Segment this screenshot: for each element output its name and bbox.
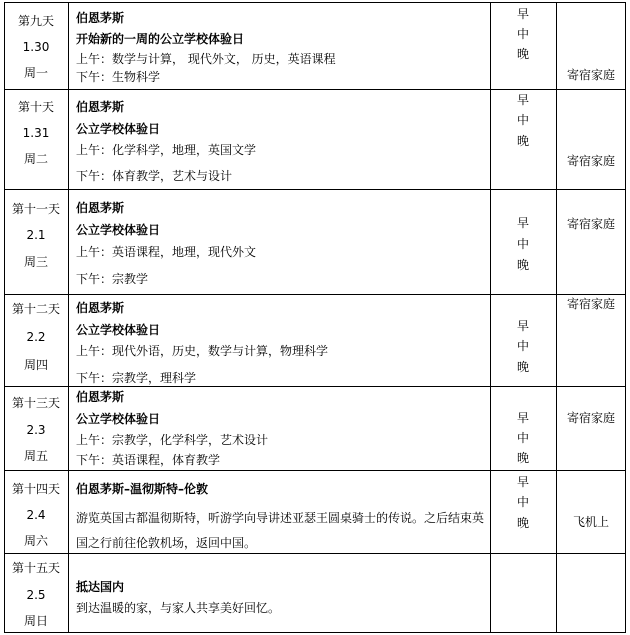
plan-cell — [68, 553, 490, 632]
plan-cell — [68, 294, 490, 386]
plan-cell — [68, 386, 490, 470]
plan-morning: 上午：化学科学，地理，英国文学 — [76, 143, 257, 157]
stay-cell — [556, 386, 626, 470]
plan-afternoon: 下午：英语课程，体育教学 — [76, 453, 221, 467]
date-label: 2.4 — [26, 508, 46, 522]
plan-title: 伯恩茅斯 — [76, 100, 125, 114]
meal-lunch: 中 — [516, 237, 529, 251]
day-cell — [4, 2, 68, 89]
day-label: 第十天 — [17, 100, 54, 114]
meals-cell — [490, 89, 556, 189]
weekday-label: 周三 — [23, 255, 48, 269]
meal-dinner: 晚 — [516, 360, 529, 374]
day-cell — [4, 386, 68, 470]
meal-breakfast: 早 — [516, 7, 529, 21]
plan-description: 游览英国古都温彻斯特，听游学向导讲述亚瑟王圆桌骑士的传说。之后结束英 — [76, 511, 485, 525]
meals-cell — [490, 2, 556, 89]
date-label: 2.3 — [26, 423, 46, 437]
meal-breakfast: 早 — [516, 93, 529, 107]
plan-afternoon: 下午：生物科学 — [76, 70, 161, 84]
meal-lunch: 中 — [516, 27, 529, 41]
itinerary-row — [0, 89, 630, 189]
plan-description: 到达温暖的家，与家人共享美好回忆。 — [76, 601, 281, 615]
day-cell — [4, 294, 68, 386]
meals-cell — [490, 189, 556, 294]
weekday-label: 周四 — [23, 358, 48, 372]
plan-morning: 上午：现代外语，历史，数学与计算，物理科学 — [76, 344, 329, 358]
stay-label: 寄宿家庭 — [566, 68, 615, 82]
plan-afternoon: 下午：宗教学，理科学 — [76, 371, 197, 385]
meal-breakfast: 早 — [516, 319, 529, 333]
meals-cell — [490, 386, 556, 470]
plan-afternoon: 下午：宗教学 — [76, 272, 149, 286]
plan-morning: 上午：宗教学，化学科学，艺术设计 — [76, 433, 269, 447]
plan-subtitle: 公立学校体验日 — [76, 412, 161, 426]
stay-label: 寄宿家庭 — [566, 297, 615, 311]
date-label: 1.30 — [22, 40, 50, 54]
plan-title: 抵达国内 — [76, 580, 125, 594]
plan-title: 伯恩茅斯 — [76, 201, 125, 215]
date-label: 2.1 — [26, 228, 46, 242]
plan-cell — [68, 2, 490, 89]
plan-morning: 上午：数学与计算， 现代外文， 历史，英语课程 — [76, 52, 336, 66]
weekday-label: 周日 — [23, 614, 48, 628]
day-label: 第九天 — [17, 14, 54, 28]
meals-cell — [490, 553, 556, 632]
meals-cell — [490, 470, 556, 553]
meal-breakfast: 早 — [516, 475, 529, 489]
day-label: 第十五天 — [11, 561, 60, 575]
stay-cell — [556, 189, 626, 294]
meal-lunch: 中 — [516, 113, 529, 127]
meal-dinner: 晚 — [516, 516, 529, 530]
day-label: 第十二天 — [11, 302, 60, 316]
stay-cell — [556, 470, 626, 553]
itinerary-row — [0, 553, 630, 632]
meal-breakfast: 早 — [516, 216, 529, 230]
plan-subtitle: 公立学校体验日 — [76, 122, 161, 136]
stay-label: 寄宿家庭 — [566, 154, 615, 168]
plan-title: 伯恩茅斯–温彻斯特–伦敦 — [76, 482, 209, 496]
day-label: 第十一天 — [11, 202, 60, 216]
meals-cell — [490, 294, 556, 386]
day-cell — [4, 189, 68, 294]
plan-title: 伯恩茅斯 — [76, 301, 125, 315]
date-label: 2.5 — [26, 588, 46, 602]
stay-label: 寄宿家庭 — [566, 217, 615, 231]
meal-dinner: 晚 — [516, 134, 529, 148]
plan-afternoon: 下午：体育教学，艺术与设计 — [76, 169, 233, 183]
meal-dinner: 晚 — [516, 258, 529, 272]
meal-dinner: 晚 — [516, 451, 529, 465]
plan-title: 伯恩茅斯 — [76, 390, 125, 404]
meal-lunch: 中 — [516, 339, 529, 353]
weekday-label: 周二 — [23, 152, 48, 166]
weekday-label: 周五 — [23, 449, 48, 463]
day-cell — [4, 89, 68, 189]
stay-cell — [556, 89, 626, 189]
stay-cell — [556, 553, 626, 632]
plan-title: 伯恩茅斯 — [76, 11, 125, 25]
plan-cell — [68, 89, 490, 189]
meal-lunch: 中 — [516, 431, 529, 445]
day-label: 第十三天 — [11, 396, 60, 410]
itinerary-row — [0, 386, 630, 470]
meal-dinner: 晚 — [516, 47, 529, 61]
itinerary-row — [0, 470, 630, 553]
plan-cell — [68, 470, 490, 553]
itinerary-row — [0, 2, 630, 89]
stay-cell — [556, 294, 626, 386]
plan-subtitle: 公立学校体验日 — [76, 223, 161, 237]
weekday-label: 周一 — [23, 66, 48, 80]
stay-label: 寄宿家庭 — [566, 411, 615, 425]
day-cell — [4, 470, 68, 553]
date-label: 1.31 — [22, 126, 50, 140]
meal-breakfast: 早 — [516, 411, 529, 425]
weekday-label: 周六 — [23, 534, 48, 548]
plan-morning: 上午：英语课程，地理，现代外文 — [76, 245, 257, 259]
plan-subtitle: 开始新的一周的公立学校体验日 — [76, 32, 245, 46]
plan-cell — [68, 189, 490, 294]
meal-lunch: 中 — [516, 495, 529, 509]
plan-description: 国之行前往伦敦机场，返回中国。 — [76, 536, 257, 550]
date-label: 2.2 — [26, 330, 46, 344]
itinerary-row — [0, 294, 630, 386]
stay-cell — [556, 2, 626, 89]
stay-label: 飞机上 — [572, 515, 609, 529]
itinerary-row — [0, 189, 630, 294]
day-label: 第十四天 — [11, 482, 60, 496]
plan-subtitle: 公立学校体验日 — [76, 323, 161, 337]
table-border-bottom — [4, 632, 626, 633]
day-cell — [4, 553, 68, 632]
